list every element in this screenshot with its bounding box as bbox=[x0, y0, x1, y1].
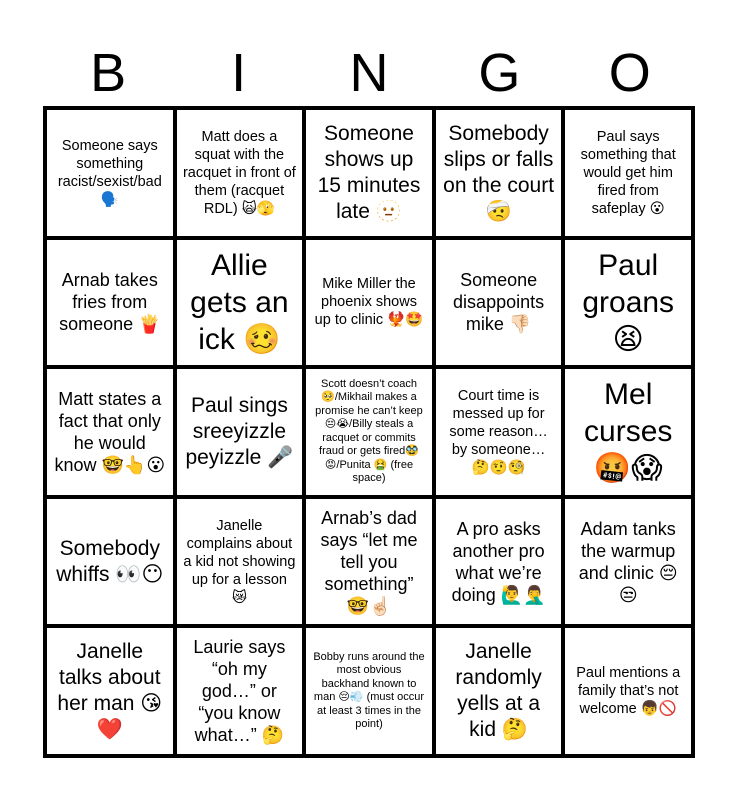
cell-text: Laurie says “oh my god…” or “you know what…” 🤔 bbox=[193, 637, 291, 746]
bingo-cell-r3c2[interactable] bbox=[175, 367, 305, 497]
cell-text: Mike Miller the phoenix shows up to clinic 🐦‍🔥🤩 bbox=[314, 276, 424, 329]
bingo-cell-r4c5[interactable] bbox=[563, 497, 693, 627]
header-letter-i: I bbox=[231, 43, 247, 103]
bingo-cell-r1c3[interactable] bbox=[304, 108, 434, 238]
cell-text: Matt does a squat with the racquet in front of them (racquet RDL) 🙀🫣 bbox=[182, 128, 300, 217]
header-letter-b: B bbox=[90, 43, 127, 103]
cell-text: Paul groans 😫 bbox=[582, 248, 683, 356]
bingo-cell-r3c4[interactable] bbox=[434, 367, 564, 497]
cell-text: Allie gets an ick 🥴 bbox=[190, 248, 297, 356]
cell-text: Arnab’s dad says “let me tell you something” 🤓☝🏻 bbox=[320, 507, 423, 616]
cell-text: Janelle randomly yells at a kid 🤔 bbox=[455, 640, 548, 742]
cell-text: Paul says something that would get him fired from safeplay 😮 bbox=[580, 128, 680, 217]
cell-text: Court time is messed up for some reason… by someone… 🤔🤨🧐 bbox=[449, 387, 552, 476]
cell-text: Janelle talks about her man 😘❤️ bbox=[57, 640, 167, 742]
bingo-cell-r3c5[interactable] bbox=[563, 367, 693, 497]
bingo-cell-r5c5[interactable] bbox=[563, 626, 693, 756]
cell-text: Arnab takes fries from someone 🍟 bbox=[59, 270, 163, 335]
cell-text: Bobby runs around the most obvious backhand known to man 😔💨 (must occur at least 3 times in the point) bbox=[313, 650, 428, 731]
bingo-header bbox=[43, 40, 695, 106]
cell-text: Paul sings sreeyizzle peyizzle 🎤 bbox=[185, 393, 294, 469]
bingo-cell-r2c3[interactable] bbox=[304, 238, 434, 368]
bingo-cell-r5c4[interactable] bbox=[434, 626, 564, 756]
bingo-cell-r4c3[interactable] bbox=[304, 497, 434, 627]
bingo-cell-r1c4[interactable] bbox=[434, 108, 564, 238]
bingo-cell-r2c4[interactable] bbox=[434, 238, 564, 368]
header-letter-g: G bbox=[478, 43, 521, 103]
bingo-cell-r4c2[interactable] bbox=[175, 497, 305, 627]
bingo-cell-r4c1[interactable] bbox=[45, 497, 175, 627]
cell-text: Janelle complains about a kid not showing up for a lesson 😿 bbox=[183, 517, 300, 606]
bingo-cell-r5c2[interactable] bbox=[175, 626, 305, 756]
bingo-cell-r2c2[interactable] bbox=[175, 238, 305, 368]
cell-text: Mel curses 🤬😱 bbox=[584, 378, 681, 486]
cell-text: Someone says something racist/sexist/bad 🗣️ bbox=[57, 137, 166, 208]
cell-text: Adam tanks the warmup and clinic 😔😒 bbox=[578, 518, 681, 605]
cell-text: Scott doesn’t coach 🥺/Mikhail makes a promise he can’t keep😔😭/Billy steals a racquet or commits fraud or gets fired🥸😡/Punita 🤮 (free space) bbox=[315, 377, 423, 485]
cell-text: Somebody slips or falls on the court 🤕 bbox=[443, 121, 560, 223]
bingo-cell-r1c5[interactable] bbox=[563, 108, 693, 238]
bingo-cell-r3c3[interactable] bbox=[304, 367, 434, 497]
bingo-board bbox=[43, 106, 695, 758]
bingo-cell-r2c5[interactable] bbox=[563, 238, 693, 368]
cell-text: A pro asks another pro what we’re doing 🙋‍♂️🤦‍♂️ bbox=[451, 518, 550, 605]
bingo-cell-r1c2[interactable] bbox=[175, 108, 305, 238]
bingo-cell-r3c1[interactable] bbox=[45, 367, 175, 497]
cell-text: Somebody whiffs 👀😶 bbox=[56, 536, 166, 586]
bingo-cell-r1c1[interactable] bbox=[45, 108, 175, 238]
bingo-cell-r4c4[interactable] bbox=[434, 497, 564, 627]
header-letter-n: N bbox=[349, 43, 389, 103]
cell-text: Matt states a fact that only he would know 🤓👆😮 bbox=[54, 388, 167, 475]
cell-text: Someone shows up 15 minutes late 🫥 bbox=[317, 121, 427, 223]
bingo-cell-r5c1[interactable] bbox=[45, 626, 175, 756]
cell-text: Someone disappoints mike 👎🏻 bbox=[453, 270, 550, 335]
bingo-cell-r5c3[interactable] bbox=[304, 626, 434, 756]
header-letter-o: O bbox=[608, 43, 651, 103]
cell-text: Paul mentions a family that’s not welcome 👦🚫 bbox=[576, 665, 685, 718]
bingo-cell-r2c1[interactable] bbox=[45, 238, 175, 368]
